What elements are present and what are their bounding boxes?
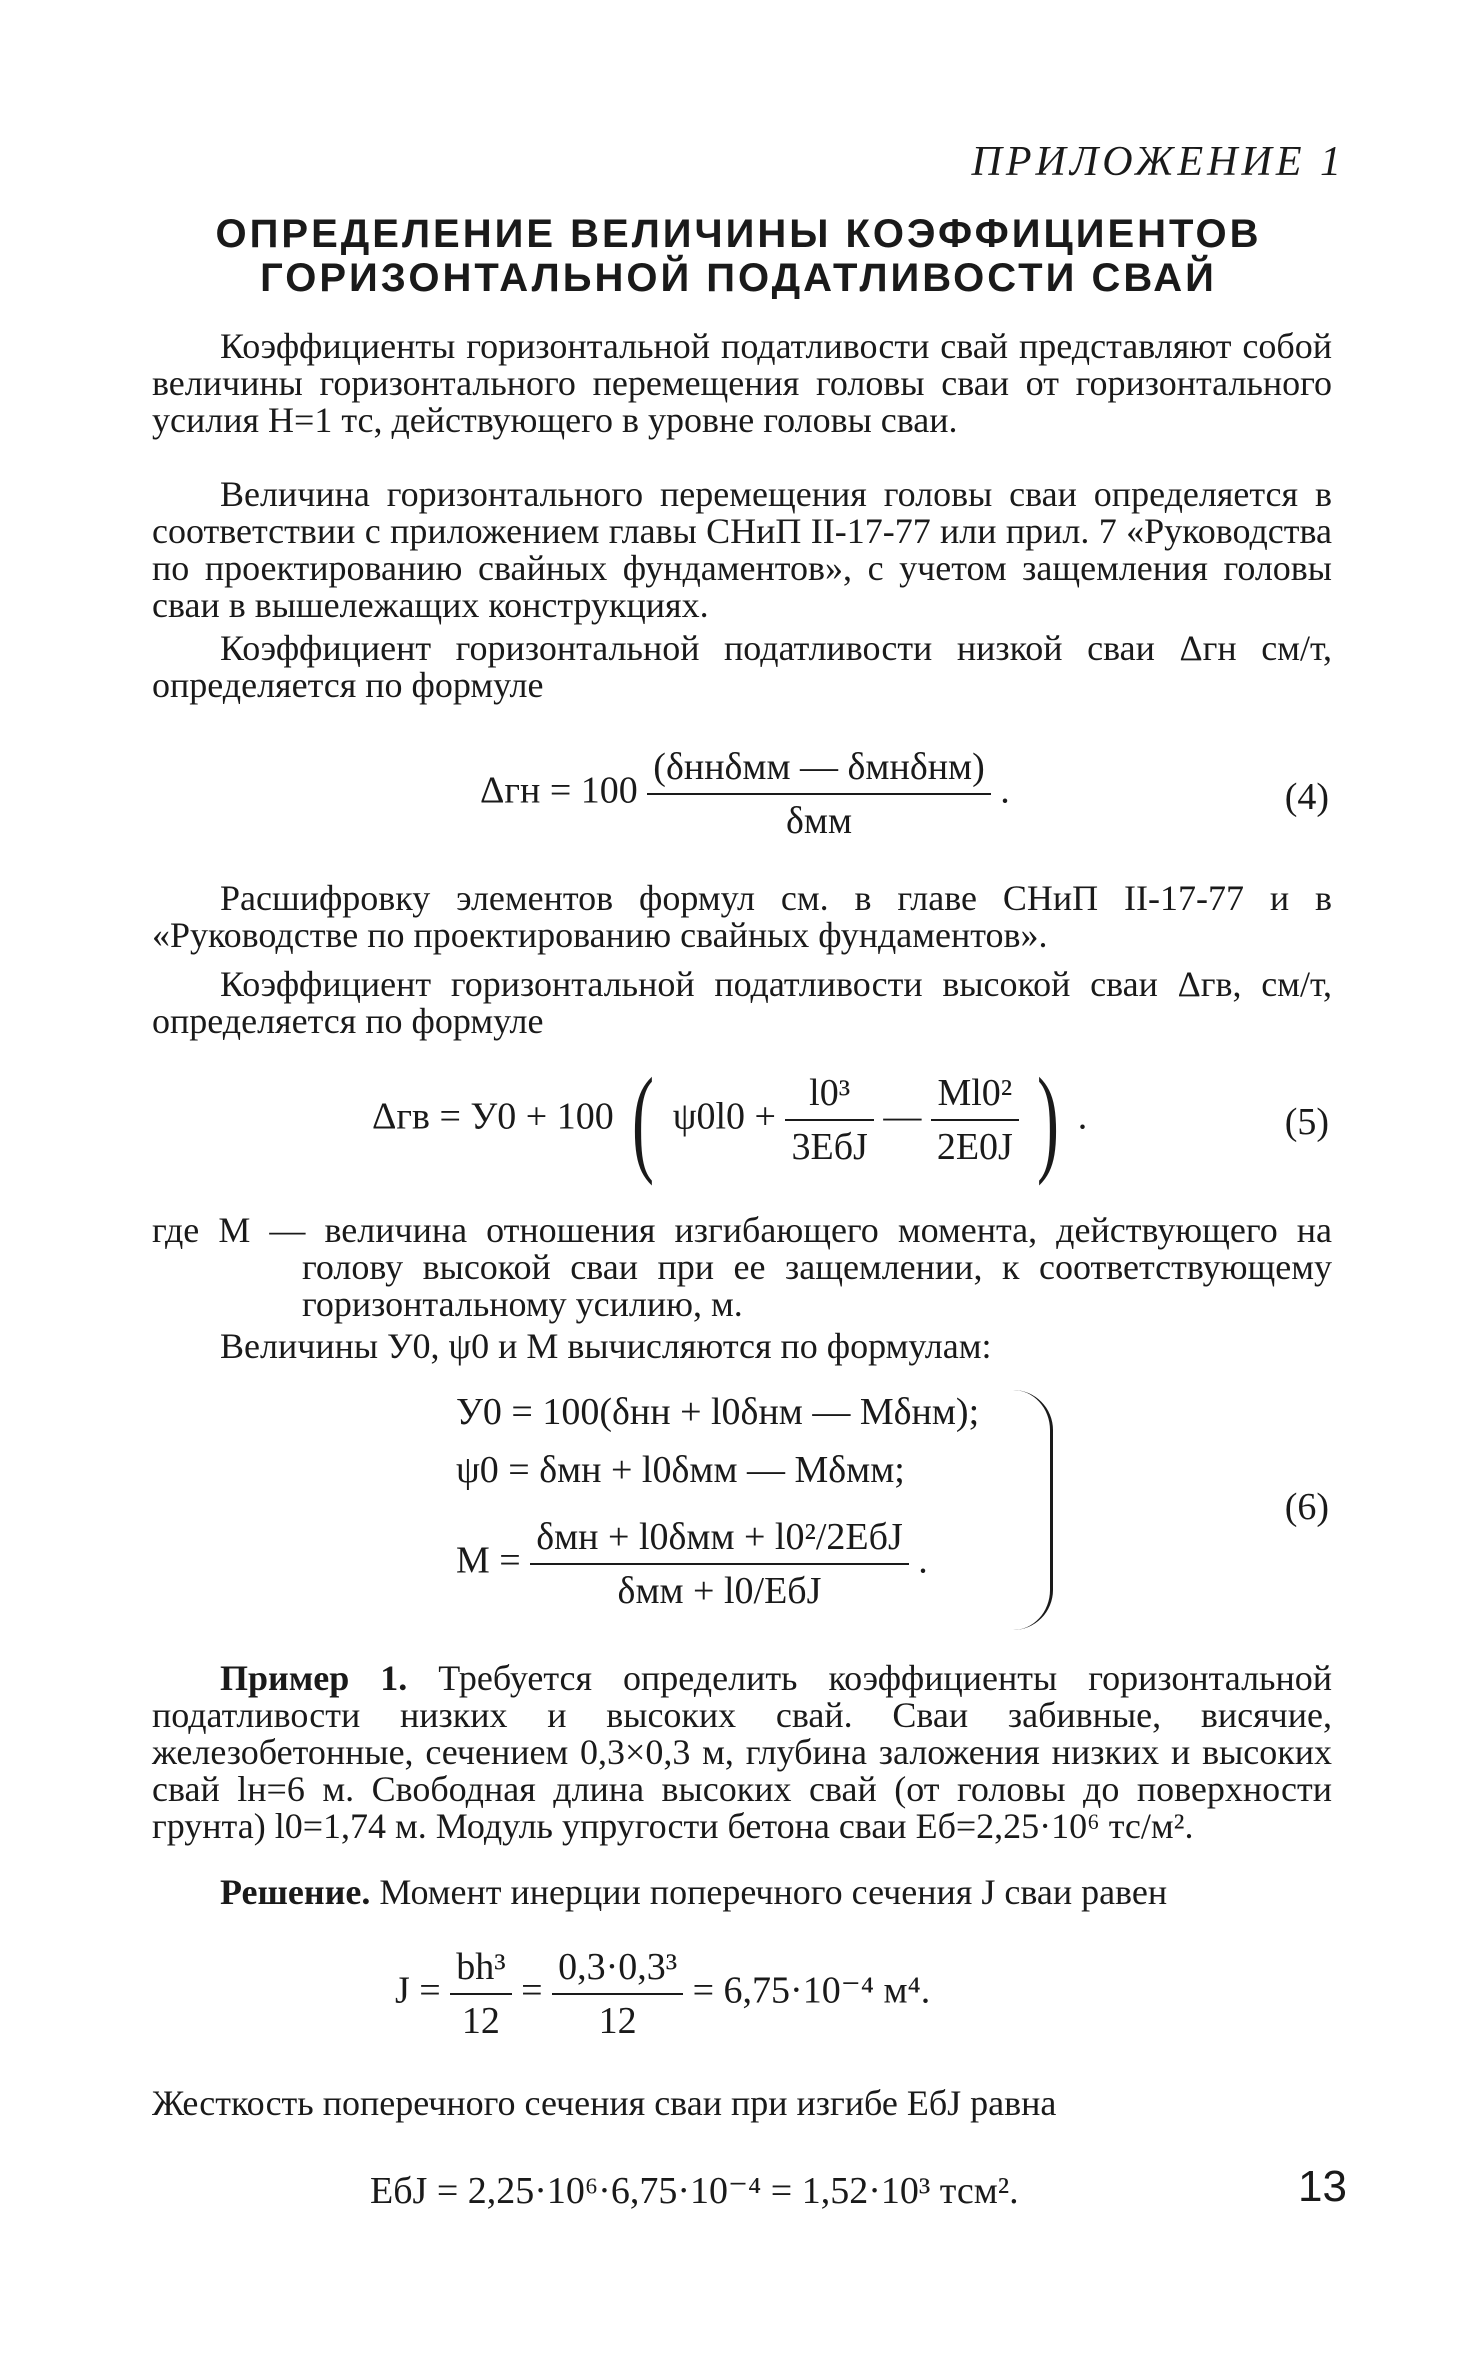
formula-6-line-1: У0 = 100(δнн + l0δнм — Mδнм); [456, 1391, 980, 1433]
formula-4: Δгн = 100 $\frac{\text{(δннδмм — δмнδнм)}}{\text{δмм}}$ . [480, 746, 1010, 842]
formula-6-fraction: $\frac{\text{δмн + l0δмм + l0²/2EбJ}}{\text{δмм + l0/EбJ}}$ [530, 1515, 909, 1613]
paragraph-1: Коэффициенты горизонтальной податливости свай представляют собой величины горизонтального перемещения головы сваи от горизонтального усилия H=1 тс, действующего в уровне головы сваи. [152, 326, 1332, 440]
formula-J-fraction-1: $\frac{\text{bh³}}{12}$ [450, 1945, 511, 2043]
example-label: Пример 1. [220, 1658, 408, 1698]
right-paren: ) [1037, 1053, 1060, 1186]
formula-5-minus: — [883, 1095, 922, 1138]
formula-5-fraction-2: $\frac{\text{Ml0²}}{2E0J}$ [931, 1071, 1019, 1169]
page-number: 13 [1298, 2162, 1347, 2211]
formula-J: J = $\frac{\text{bh³}}{12}$ = $\frac{\text{0,3·0,3³}}{12}$ = 6,75·10⁻⁴ м⁴. [395, 1946, 931, 2042]
formula-EJ: EбJ = 2,25·10⁶·6,75·10⁻⁴ = 1,52·10³ тсм². [370, 2170, 1019, 2212]
formula-J-fraction-2: $\frac{\text{0,3·0,3³}}{12}$ [552, 1945, 683, 2043]
example-text: Требуется определить коэффициенты горизонтальной податливости низких и высоких свай. Сваи забивные, висячие, железобетонные, сечением 0,3×0,3 м, глубина заложения низких и высоких свай lн=6 м. Свободная длина высоких свай (от головы до поверхности грунта) l0=1,74 м. Модуль упругости бетона сваи Eб=2,25·10⁶ тс/м². [152, 1658, 1332, 1846]
formula-4-denominator: δмм [786, 800, 853, 842]
formula-6-system [440, 1390, 1053, 1630]
solution-text: Момент инерции поперечного сечения J сваи равен [379, 1872, 1168, 1912]
title-line-1: ОПРЕДЕЛЕНИЕ ВЕЛИЧИНЫ КОЭФФИЦИЕНТОВ [215, 212, 1262, 256]
left-paren: ( [632, 1053, 655, 1186]
equation-number-6: (6) [1284, 1486, 1329, 1528]
where-definition: где M — величина отношения изгибающего момента, действующего на голову высокой сваи при ее защемлении, к соответствующему горизонтальному усилию, м. [152, 1210, 1332, 1324]
example-1 [152, 1660, 1332, 1845]
paragraph-5: Коэффициент горизонтальной податливости высокой сваи Δгв, см/т, определяется по формуле [152, 964, 1332, 1041]
formula-6-line-2: ψ0 = δмн + l0δмм — Mδмм; [456, 1449, 905, 1491]
formula-6-m-lhs: M = [456, 1539, 521, 1582]
paragraph-6: Величины У0, ψ0 и M вычисляются по формулам: [220, 1326, 992, 1366]
formula-5: Δгв = У0 + 100 ( ψ0l0 + $\frac{\text{l0³}}{\text{3EбJ}}$ — $\frac{\text{Ml0²}}{2E0J}$ ) . [372, 1053, 1088, 1186]
formula-5-fraction-1: $\frac{\text{l0³}}{\text{3EбJ}}$ [785, 1071, 873, 1169]
equation-number-5: (5) [1284, 1101, 1329, 1143]
paragraph-2: Величина горизонтального перемещения головы сваи определяется в соответствии с приложением главы СНиП II-17-77 или прил. 7 «Руководства по проектированию свайных фундаментов», с учетом защемления головы сваи в вышележащих конструкциях. [152, 474, 1332, 625]
solution-label: Решение. [220, 1872, 371, 1912]
formula-5-term1: ψ0l0 + [672, 1095, 776, 1138]
formula-4-numerator: (δннδмм — δмнδнм) [647, 745, 990, 795]
formula-4-fraction [647, 745, 990, 843]
formula-5-lhs: Δгв = У0 + 100 [372, 1095, 614, 1138]
formula-6-line-3: M = $\frac{\text{δмн + l0δмм + l0²/2EбJ}}{\text{δмм + l0/EбJ}}$ . [456, 1516, 928, 1612]
title-line-2: ГОРИЗОНТАЛЬНОЙ ПОДАТЛИВОСТИ СВАЙ [260, 256, 1217, 300]
solution-paragraph [152, 1874, 1332, 1911]
equation-number-4: (4) [1284, 776, 1329, 818]
formula-4-lhs: Δгн = 100 [480, 769, 638, 812]
stiffness-paragraph: Жесткость поперечного сечения сваи при изгибе EбJ равна [152, 2083, 1057, 2123]
paragraph-4: Расшифровку элементов формул см. в главе СНиП II-17-77 и в «Руководстве по проектированию свайных фундаментов». [152, 878, 1332, 955]
paragraph-3: Коэффициент горизонтальной податливости низкой сваи Δгн см/т, определяется по формуле [152, 628, 1332, 705]
appendix-label: ПРИЛОЖЕНИЕ 1 [971, 139, 1345, 185]
